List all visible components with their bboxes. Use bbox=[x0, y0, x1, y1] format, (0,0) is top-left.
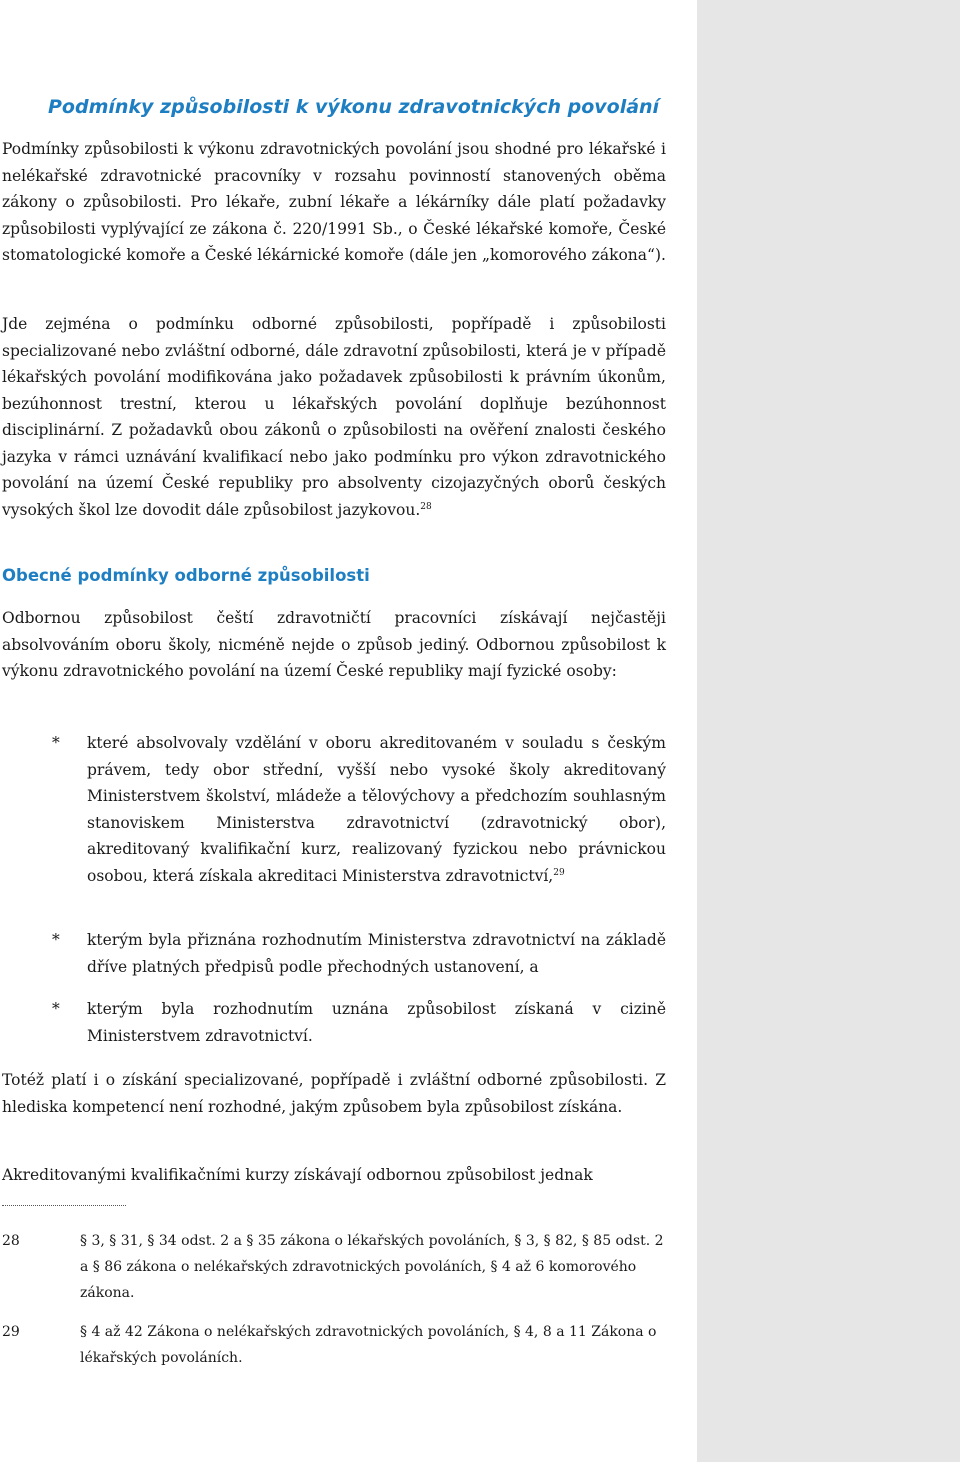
subsection-heading: Obecné podmínky odborné způsobilosti bbox=[2, 566, 370, 585]
paragraph-specializovana: Totéž platí i o získání specializované, popřípadě i zvláštní odborné způsobilosti. Z hlediska kompetencí není rozhodné, jakým způsobem byla způsobilost získána. bbox=[2, 1071, 666, 1116]
paragraph-odborna: Odbornou způsobilost čeští zdravotničtí pracovníci získávají nejčastěji absolvováním oboru školy, nicméně nejde o způsob jediný. Odbornou způsobilost k výkonu zdravotnického povolání na území České republiky mají fyzické osoby: bbox=[2, 609, 666, 680]
margin-sidebar bbox=[697, 0, 960, 1462]
footnote-text: § 4 až 42 Zákona o nelékařských zdravotnických povoláních, § 4, 8 a 11 Zákona o lékařských povoláních. bbox=[80, 1324, 657, 1366]
footnote bbox=[2, 1319, 666, 1371]
footnote-ref-28: 28 bbox=[420, 501, 432, 512]
list-item-text: kterým byla rozhodnutím uznána způsobilost získaná v cizině Ministerstvem zdravotnictví. bbox=[87, 1000, 666, 1045]
footnote-ref-29: 29 bbox=[553, 867, 565, 878]
list-item bbox=[52, 927, 666, 980]
list-item bbox=[52, 730, 666, 889]
paragraph-conditions bbox=[2, 311, 666, 523]
footnote bbox=[2, 1228, 666, 1306]
list-item-text: které absolvovaly vzdělání v oboru akreditovaném v souladu s českým právem, tedy obor střední, vyšší nebo vysoké školy akreditovaný Ministerstvem školství, mládeže a tělovýchovy a předchozím souhlasným stanoviskem Ministerstva zdravotnictví (zdravotnický obor), akreditovaný kvalifikační kurz, realizovaný fyzickou nebo právnickou osobou, která získala akreditaci Ministerstva zdravotnictví,$^{29}$ bbox=[87, 734, 666, 885]
footnote-separator bbox=[2, 1205, 126, 1206]
bullet-marker: * bbox=[52, 1000, 60, 1018]
bullet-marker: * bbox=[52, 734, 60, 752]
list-item bbox=[52, 996, 666, 1049]
paragraph-kurzy: Akreditovanými kvalifikačními kurzy získávají odbornou způsobilost jednak bbox=[2, 1166, 593, 1184]
section-heading: Podmínky způsobilosti k výkonu zdravotnických povolání bbox=[48, 96, 660, 118]
paragraph-conditions-text: Jde zejména o podmínku odborné způsobilosti, popřípadě i způsobilosti specializované nebo zvláštní odborné, dále zdravotní způsobilosti, která je v případě lékařských povolání modifikována jako požadavek způsobilosti k právním úkonům, bezúhonnost trestní, kterou u lékařských povolání doplňuje bezúhonnost disciplinární. Z požadavků obou zákonů o způsobilosti na ověření znalosti českého jazyka v rámci uznávání kvalifikací nebo jako podmínku pro výkon zdravotnického povolání na území České republiky pro absolventy cizojazyčných oborů českých vysokých škol lze dovodit dále způsobilost jazykovou. bbox=[2, 315, 666, 519]
footnote-text: § 3, § 31, § 34 odst. 2 a § 35 zákona o lékařských povoláních, § 3, § 82, § 85 odst. 2 a § 86 zákona o nelékařských zdravotnických povoláních, § 4 až 6 komorového zákona. bbox=[80, 1233, 664, 1301]
list-item-text: kterým byla přiznána rozhodnutím Ministerstva zdravotnictví na základě dříve platných předpisů podle přechodných ustanovení, a bbox=[87, 931, 666, 976]
bullet-marker: * bbox=[52, 931, 60, 949]
footnote-number: 28 bbox=[2, 1233, 20, 1249]
paragraph-intro: Podmínky způsobilosti k výkonu zdravotnických povolání jsou shodné pro lékařské i nelékařské zdravotnické pracovníky v rozsahu povinností stanovených oběma zákony o způsobilosti. Pro lékaře, zubní lékaře a lékárníky dále platí požadavky způsobilosti vyplývající ze zákona č. 220/1991 Sb., o České lékařské komoře, České stomatologické komoře a České lékárnické komoře (dále jen „komorového zákona“). bbox=[2, 140, 666, 264]
footnote-number: 29 bbox=[2, 1324, 20, 1340]
